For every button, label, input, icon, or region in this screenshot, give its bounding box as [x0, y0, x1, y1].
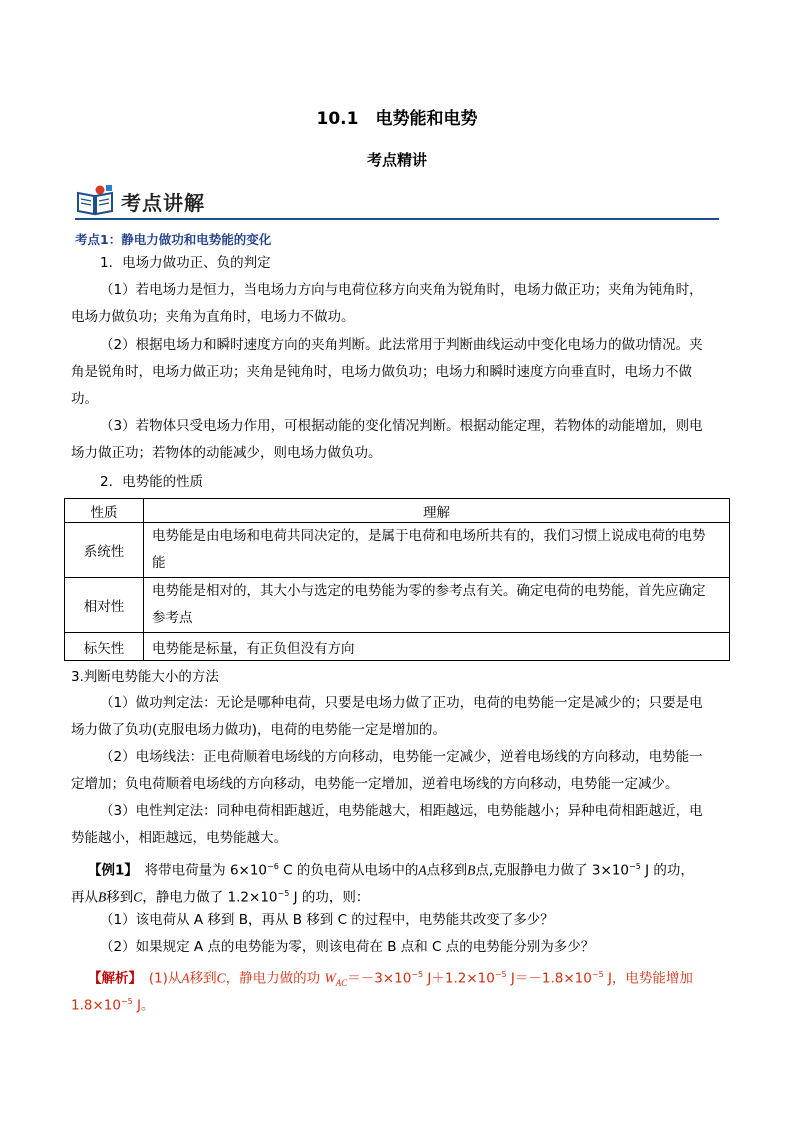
- page-subtitle: 考点精讲: [366, 151, 427, 169]
- section1-heading: 1．电场力做功正、负的判定: [100, 255, 271, 271]
- section3-para3-line1: （3）电性判定法：同种电荷相距越近，电势能越大，相距越远，电势能越小；异种电荷相距越近，电: [100, 803, 703, 819]
- section1-para3-line2: 场力做正功；若物体的动能减少，则电场力做负功。: [71, 445, 382, 461]
- exponent: −5: [591, 970, 604, 979]
- solution-text: ，静电力做的功: [225, 970, 325, 987]
- exponent: −5: [494, 970, 507, 979]
- example-text: 点,克服静电力做了 3×10: [475, 862, 630, 879]
- solution-text: ＝－3×10: [347, 970, 412, 987]
- section3-para3-line2: 势能越小，相距越远，电势能越大。: [71, 830, 287, 846]
- point-label: C: [133, 889, 143, 905]
- table-row: [65, 578, 730, 633]
- table-cell-property: 标矢性: [65, 633, 144, 661]
- description-line: 电势能是由电场和电荷共同决定的，是属于电荷和电场所共有的，我们习惯上说成电荷的电势: [152, 528, 706, 544]
- properties-table: [64, 498, 730, 661]
- table-cell-property: 系统性: [65, 523, 144, 578]
- table-cell-description: [144, 523, 730, 578]
- section1-para2-line3: 功。: [71, 391, 98, 407]
- exponent: −5: [120, 997, 133, 1006]
- point-label: B: [98, 889, 107, 905]
- solution-text: 1.8×10: [71, 997, 121, 1014]
- point-label: A: [181, 970, 190, 986]
- work-symbol: W: [324, 970, 336, 986]
- example-text: 点移到: [426, 862, 468, 879]
- table-cell-property: 相对性: [65, 578, 144, 633]
- point1-heading: 考点1：静电力做功和电势能的变化: [75, 232, 272, 247]
- example-text: 再从: [71, 889, 98, 906]
- example-text: J 的功，则：: [289, 889, 370, 906]
- point-label: B: [467, 862, 476, 878]
- table-header-cell: 性质: [65, 499, 144, 523]
- exponent: −5: [629, 862, 641, 871]
- example-text: ，静电力做了 1.2×10: [142, 889, 278, 906]
- section-banner: [75, 182, 719, 220]
- example1-question1: （1）该电荷从 A 移到 B，再从 B 移到 C 的过程中，电势能共改变了多少？: [100, 912, 554, 928]
- banner-divider: [75, 218, 719, 220]
- solution-line1: [88, 961, 693, 997]
- section1-para2-line1: （2）根据电场力和瞬时速度方向的夹角判断。此法常用于判断曲线运动中变化电场力的做功情况。夹: [100, 337, 703, 353]
- solution-label: 【解析】: [88, 970, 136, 987]
- book-icon: [75, 184, 115, 216]
- section2-heading: 2．电势能的性质: [100, 474, 204, 490]
- section1-para1-line2: 电场力做负功；夹角为直角时，电场力不做功。: [71, 309, 355, 325]
- table-row: [65, 633, 730, 661]
- table-header-row: [65, 499, 730, 523]
- table-cell-description: [144, 578, 730, 633]
- table-cell-description: 电势能是标量，有正负但没有方向: [144, 633, 730, 661]
- table-header-cell: 理解: [144, 499, 730, 523]
- solution-text: (1)从: [148, 970, 182, 987]
- example1-question2: （2）如果规定 A 点的电势能为零，则该电荷在 B 点和 C 点的电势能分别为多少？: [100, 939, 595, 955]
- section1-para3-line1: （3）若物体只受电场力作用，可根据动能的变化情况判断。根据动能定理，若物体的动能增加，则电: [100, 418, 703, 434]
- solution-text: J＝－1.8×10: [506, 970, 592, 987]
- example-text: 将带电荷量为 6×10: [144, 862, 268, 879]
- subscript: AC: [335, 978, 348, 989]
- exponent: −6: [267, 862, 279, 871]
- section3-para1-line1: （1）做功判定法：无论是哪种电荷，只要是电场力做了正功，电荷的电势能一定是减少的；只要是电: [100, 695, 703, 711]
- solution-text: J，电势能增加: [603, 970, 693, 987]
- example-text: C 的负电荷从电场中的: [278, 862, 419, 879]
- exponent: −5: [411, 970, 424, 979]
- section3-para2-line2: 定增加；负电荷顺着电场线的方向移动，电势能一定增加，逆着电场线的方向移动，电势能一定减少。: [71, 776, 679, 792]
- section1-para1-line1: （1）若电场力是恒力，当电场力方向与电荷位移方向夹角为锐角时，电场力做正功；夹角为钝角时，: [100, 282, 703, 298]
- page-title: 10.1 电势能和电势: [316, 109, 478, 129]
- solution-text: J。: [132, 997, 155, 1014]
- exponent: −5: [277, 889, 290, 898]
- point-label: C: [216, 970, 226, 986]
- example-text: J 的功，: [640, 862, 694, 879]
- banner-label: 考点讲解: [121, 191, 205, 215]
- section3-heading: 3.判断电势能大小的方法: [71, 669, 219, 685]
- section3-para1-line2: 场力做了负功(克服电场力做功)，电荷的电势能一定是增加的。: [71, 722, 447, 738]
- description-line: 能: [152, 555, 166, 571]
- description-line: 电势能是相对的，其大小与选定的电势能为零的参考点有关。确定电荷的电势能，首先应确定: [152, 583, 706, 599]
- solution-text: J＋1.2×10: [423, 970, 495, 987]
- example-label: 【例1】: [88, 862, 132, 879]
- description-line: 参考点: [152, 610, 193, 626]
- example-text: 移到: [106, 889, 134, 906]
- section1-para2-line2: 角是锐角时，电场力做正功；夹角是钝角时，电场力做负功；电场力和瞬时速度方向垂直时，电场力不做: [71, 364, 692, 380]
- table-row: [65, 523, 730, 578]
- section3-para2-line1: （2）电场线法：正电荷顺着电场线的方向移动，电势能一定减少，逆着电场线的方向移动，电势能一: [100, 749, 703, 765]
- solution-line2: [71, 988, 155, 1020]
- solution-text: 移到: [189, 970, 217, 987]
- point-label: A: [418, 862, 427, 878]
